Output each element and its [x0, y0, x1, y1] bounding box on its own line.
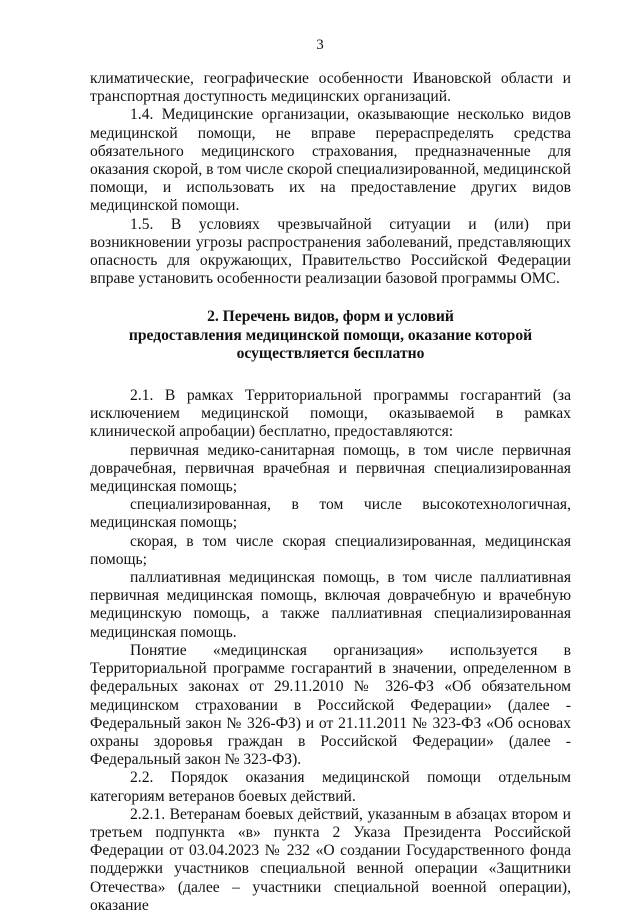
paragraph-1-5: 1.5. В условиях чрезвычайной ситуации и (или) при возникновении угрозы распространения заболеваний, представляющих опасность для окружающих, Правительство Российской Федерации вправе установить особенности реализации базовой программы ОМС. — [90, 215, 571, 288]
document-body — [90, 70, 571, 915]
page-number: 3 — [316, 37, 324, 53]
list-item-specialized-care: специализированная, в том числе высокотехнологичная, медицинская помощь; — [90, 496, 571, 532]
section-heading-line: предоставления медицинской помощи, оказание которой — [128, 326, 533, 344]
paragraph-medical-organization-definition: Понятие «медицинская организация» используется в Территориальной программе госгарантий в значении, определенном в федеральных законах от 29.11.2010 № 326-ФЗ «Об обязательном медицинском страховании в Российской Федерации» (далее - Федеральный закон № 326-ФЗ) и от 21.11.2011 № 323-ФЗ «Об основах охраны здоровья граждан в Российской Федерации» (далее - Федеральный закон № 323-ФЗ). — [90, 641, 571, 769]
list-item-emergency-care: скорая, в том числе скорая специализированная, медицинская помощь; — [90, 532, 571, 568]
section-heading — [90, 308, 571, 363]
paragraph-2-1: 2.1. В рамках Территориальной программы госгарантий (за исключением медицинской помощи, оказываемой в рамках клинической апробации) бесплатно, предоставляются: — [90, 387, 571, 441]
section-heading-line: 2. Перечень видов, форм и условий — [207, 308, 454, 326]
paragraph-2-2: 2.2. Порядок оказания медицинской помощи отдельным категориям ветеранов боевых действий. — [90, 769, 571, 805]
paragraph-1-4: 1.4. Медицинские организации, оказывающие несколько видов медицинской помощи, не вправе перераспределять средства обязательного медицинского страхования, предназначенные для оказания скорой, в том числе скорой специализированной, медицинской помощи, и использовать их на предоставление других видов медицинской помощи. — [90, 106, 571, 215]
paragraph-2-2-1: 2.2.1. Ветеранам боевых действий, указанным в абзацах втором и третьем подпункта «в» пункта 2 Указа Президента Российской Федерации от 03.04.2023 № 232 «О создании Государственного фонда поддержки участников специальной венной операции «Защитники Отечества» (далее – участники специальной военной операции), оказание — [90, 805, 571, 914]
section-heading-line: осуществляется бесплатно — [236, 344, 425, 362]
paragraph-continuation: климатические, географические особенности Ивановской области и транспортная доступность медицинских организаций. — [90, 70, 571, 106]
list-item-primary-care: первичная медико-санитарная помощь, в том числе первичная доврачебная, первичная врачебная и первичная специализированная медицинская помощь; — [90, 441, 571, 496]
list-item-palliative-care: паллиативная медицинская помощь, в том числе паллиативная первичная медицинская помощь, включая доврачебную и врачебную медицинскую помощь, а также паллиативная специализированная медицинская помощь. — [90, 569, 571, 641]
